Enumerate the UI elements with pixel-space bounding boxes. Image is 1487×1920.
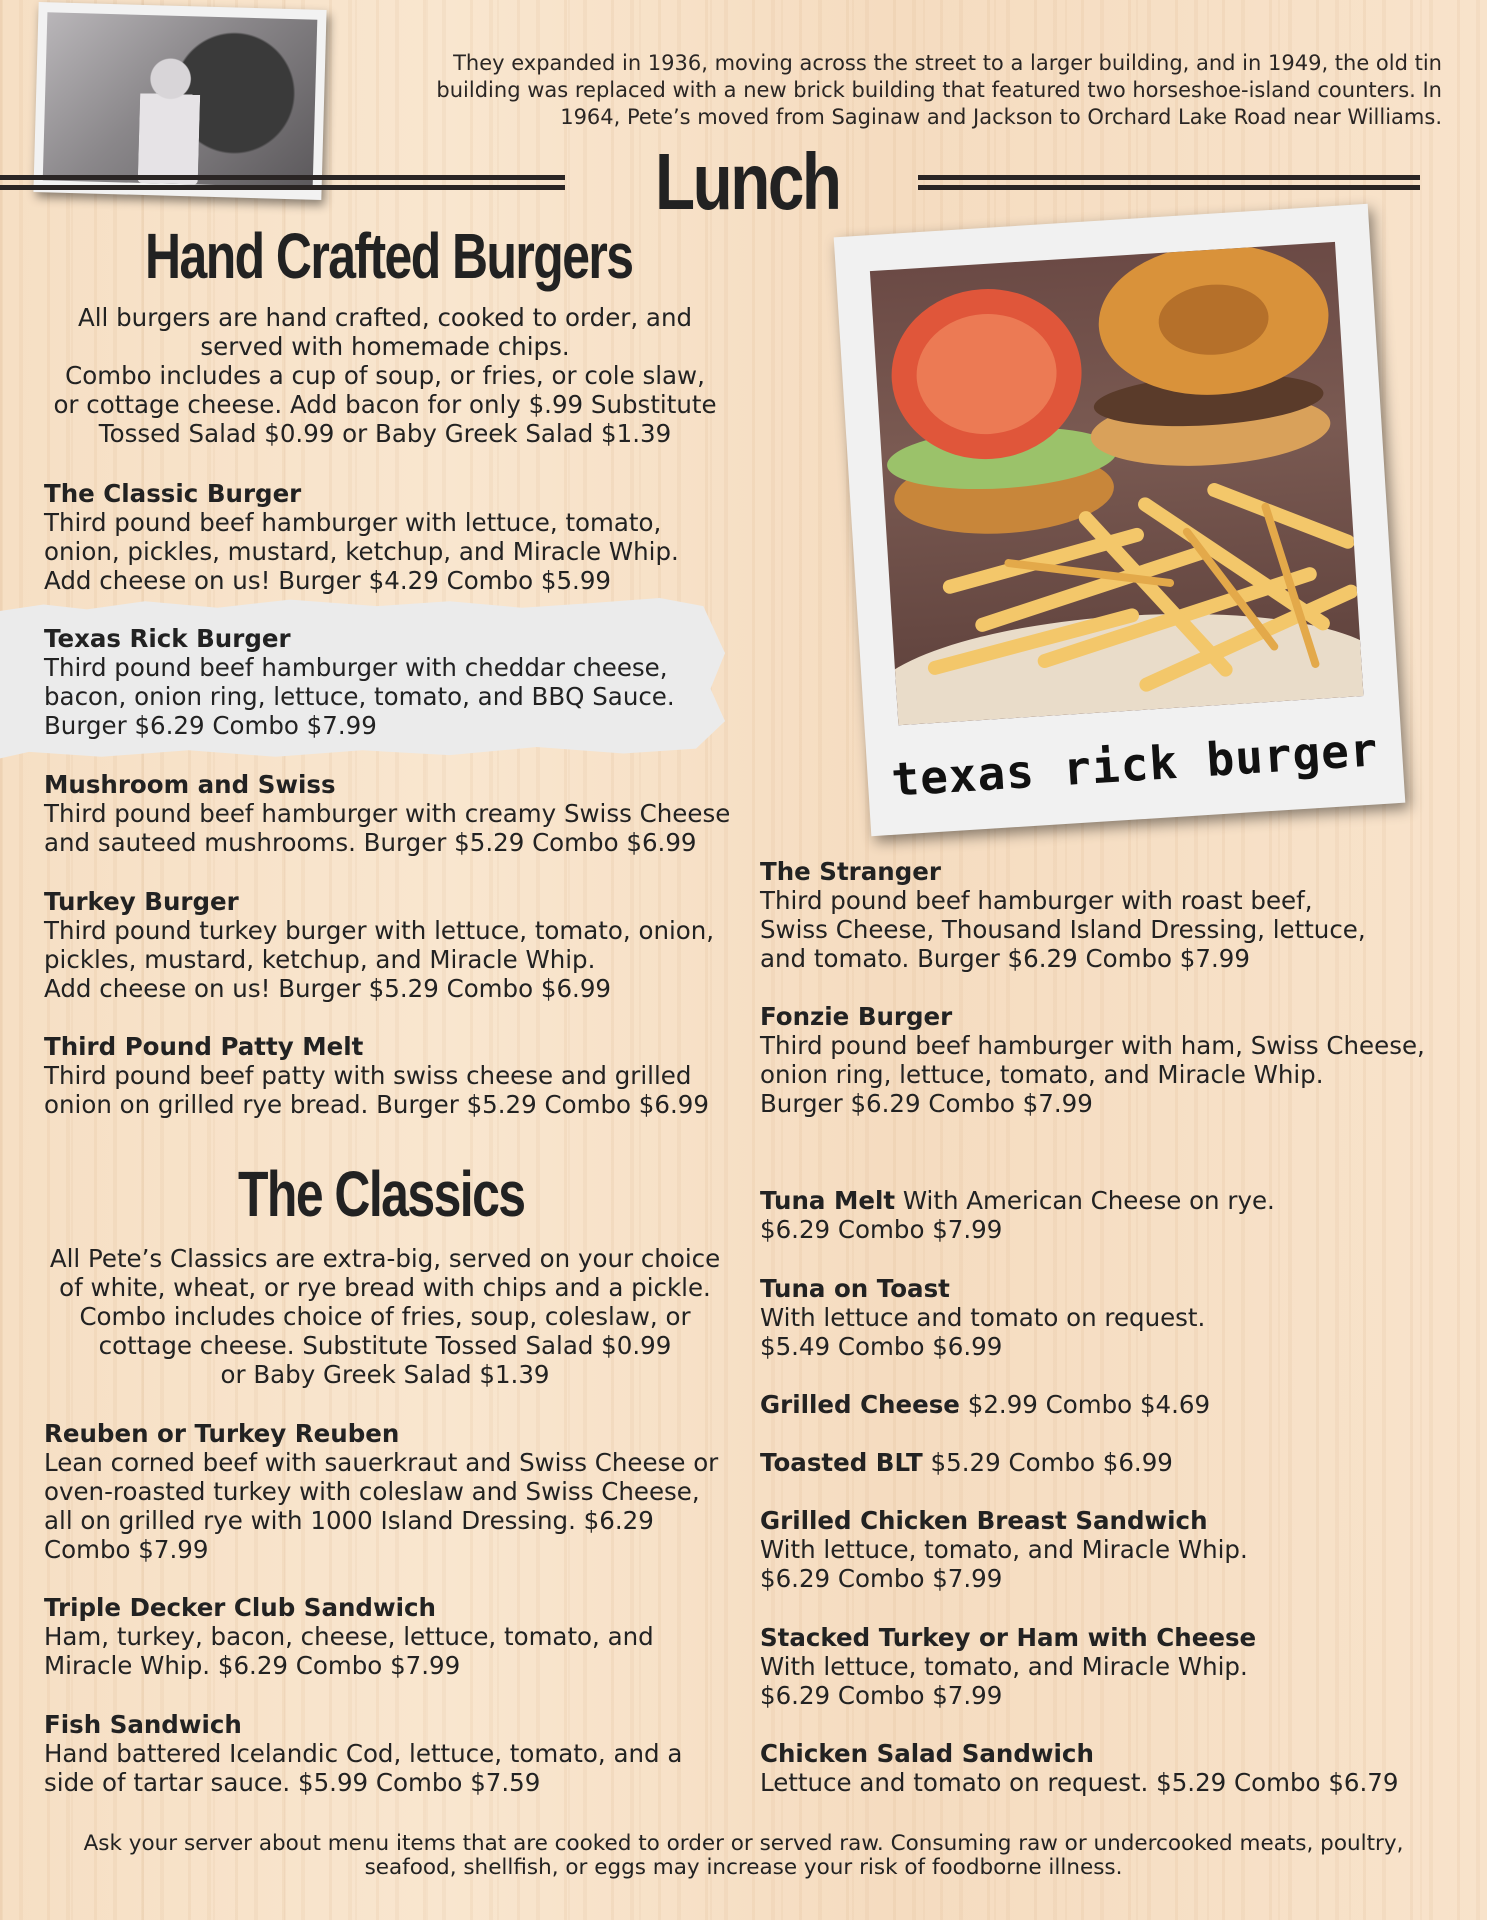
menu-item-name: Grilled Chicken Breast Sandwich: [760, 1506, 1208, 1535]
menu-item-description: With American Cheese on rye.: [895, 1186, 1275, 1215]
classics-heading: The Classics: [238, 1158, 525, 1230]
menu-item-price: $5.49 Combo $6.99: [760, 1332, 1003, 1361]
food-safety-disclaimer: [40, 1832, 1447, 1880]
menu-item-description: Third pound beef hamburger with creamy Swiss Cheese: [44, 799, 731, 828]
menu-item-classic-burger: [44, 479, 679, 595]
menu-item-price: $6.29 Combo $7.99: [760, 1564, 1003, 1593]
menu-item-description: Swiss Cheese, Thousand Island Dressing, lettuce,: [760, 915, 1366, 944]
menu-item-patty-melt: [44, 1032, 709, 1119]
disclaimer-line: seafood, shellfish, or eggs may increase your risk of foodborne illness.: [364, 1855, 1123, 1880]
menu-item-description: Hand battered Icelandic Cod, lettuce, tomato, and a: [44, 1739, 683, 1768]
burgers-description-line: Combo includes a cup of soup, or fries, or cole slaw,: [65, 361, 705, 390]
classics-description-line: cottage cheese. Substitute Tossed Salad $0.99: [98, 1331, 672, 1360]
left-rule-bottom: [0, 185, 565, 190]
menu-item-fonzie-burger: [760, 1002, 1425, 1118]
burger-polaroid: [834, 204, 1406, 836]
menu-item-price: onion on grilled rye bread. Burger $5.29 Combo $6.99: [44, 1090, 709, 1119]
menu-item-name: Tuna Melt: [760, 1186, 896, 1215]
burger-fries-illustration: [870, 242, 1364, 725]
menu-item-grilled-cheese: [760, 1390, 1210, 1419]
menu-item-price: side of tartar sauce. $5.99 Combo $7.59: [44, 1768, 541, 1797]
menu-item-name: The Classic Burger: [44, 479, 302, 508]
menu-item-name: Triple Decker Club Sandwich: [44, 1593, 436, 1622]
vintage-photo: [33, 2, 326, 200]
menu-item-the-stranger: [760, 857, 1366, 973]
page-title: Lunch: [655, 137, 840, 226]
menu-item-name: Mushroom and Swiss: [44, 770, 336, 799]
menu-item-price: and sauteed mushrooms. Burger $5.29 Combo $6.99: [44, 828, 697, 857]
menu-item-club-sandwich: [44, 1593, 654, 1680]
classics-description: [40, 1244, 730, 1389]
menu-item-description: Ham, turkey, bacon, cheese, lettuce, tomato, and: [44, 1622, 654, 1651]
menu-item-description: pickles, mustard, ketchup, and Miracle Whip.: [44, 945, 596, 974]
menu-item-name: Texas Rick Burger: [44, 624, 291, 653]
disclaimer-line: Ask your server about menu items that are cooked to order or served raw. Consuming raw or undercooked meats, poultry,: [83, 1831, 1404, 1856]
menu-item-grilled-chicken: [760, 1506, 1248, 1593]
menu-item-description: Third pound turkey burger with lettuce, tomato, onion,: [44, 916, 715, 945]
menu-item-price: Add cheese on us! Burger $4.29 Combo $5.99: [44, 566, 612, 595]
menu-item-price: Burger $6.29 Combo $7.99: [760, 1089, 1093, 1118]
menu-item-description: Third pound beef hamburger with ham, Swiss Cheese,: [760, 1031, 1425, 1060]
right-rule-bottom: [918, 185, 1420, 190]
menu-item-price: Burger $6.29 Combo $7.99: [44, 711, 377, 740]
vintage-photo-image: [43, 12, 318, 187]
menu-item-price: $6.29 Combo $7.99: [760, 1681, 1003, 1710]
menu-item-description: Third pound beef patty with swiss cheese and grilled: [44, 1061, 692, 1090]
classics-description-line: All Pete’s Classics are extra-big, served on your choice: [49, 1244, 721, 1273]
burgers-description-line: All burgers are hand crafted, cooked to order, and: [77, 303, 693, 332]
menu-item-description: oven-roasted turkey with coleslaw and Swiss Cheese,: [44, 1477, 700, 1506]
menu-item-fish-sandwich: [44, 1710, 682, 1797]
burgers-description-line: served with homemade chips.: [200, 332, 570, 361]
menu-item-name: Chicken Salad Sandwich: [760, 1739, 1094, 1768]
menu-item-price: Combo $7.99: [44, 1535, 209, 1564]
menu-item-price: Lettuce and tomato on request. $5.29 Combo $6.79: [760, 1768, 1399, 1797]
burger-photo: [870, 242, 1364, 725]
classics-description-line: Combo includes choice of fries, soup, coleslaw, or: [79, 1302, 691, 1331]
menu-item-tuna-on-toast: [760, 1274, 1205, 1361]
menu-item-description: onion, pickles, mustard, ketchup, and Miracle Whip.: [44, 537, 679, 566]
menu-item-toasted-blt: [760, 1448, 1173, 1477]
menu-item-name: Stacked Turkey or Ham with Cheese: [760, 1623, 1257, 1652]
menu-item-name: Reuben or Turkey Reuben: [44, 1419, 400, 1448]
menu-item-turkey-burger: [44, 887, 714, 1003]
menu-item-description: all on grilled rye with 1000 Island Dressing. $6.29: [44, 1506, 654, 1535]
menu-item-chicken-salad: [760, 1739, 1398, 1797]
burgers-description-line: Tossed Salad $0.99 or Baby Greek Salad $1.39: [98, 419, 672, 448]
menu-item-description: Third pound beef hamburger with cheddar cheese,: [44, 653, 668, 682]
menu-item-description: With lettuce, tomato, and Miracle Whip.: [760, 1535, 1248, 1564]
menu-item-description: Third pound beef hamburger with lettuce, tomato,: [44, 508, 662, 537]
menu-item-name: Grilled Cheese: [760, 1390, 960, 1419]
burgers-description-line: or cottage cheese. Add bacon for only $.99 Substitute: [53, 390, 717, 419]
photo-caption: texas rick burger: [889, 722, 1381, 807]
menu-item-description: With lettuce, tomato, and Miracle Whip.: [760, 1652, 1248, 1681]
menu-item-name: Tuna on Toast: [760, 1274, 950, 1303]
menu-item-price: Miracle Whip. $6.29 Combo $7.99: [44, 1651, 461, 1680]
menu-item-mushroom-swiss: [44, 770, 730, 857]
menu-item-name: Fish Sandwich: [44, 1710, 242, 1739]
burgers-description: [40, 303, 730, 448]
menu-item-description: onion ring, lettuce, tomato, and Miracle Whip.: [760, 1060, 1324, 1089]
menu-item-description: With lettuce and tomato on request.: [760, 1303, 1206, 1332]
menu-item-description: Third pound beef hamburger with roast beef,: [760, 886, 1313, 915]
menu-item-name: Toasted BLT: [760, 1448, 923, 1477]
menu-item-stacked-turkey: [760, 1623, 1256, 1710]
classics-description-line: or Baby Greek Salad $1.39: [220, 1360, 550, 1389]
menu-item-price: $2.99 Combo $4.69: [959, 1390, 1211, 1419]
menu-item-texas-rick-burger: [44, 624, 675, 740]
menu-item-description: bacon, onion ring, lettuce, tomato, and BBQ Sauce.: [44, 682, 675, 711]
left-rule-top: [0, 175, 565, 180]
menu-item-name: Third Pound Patty Melt: [44, 1032, 364, 1061]
right-rule-top: [918, 175, 1420, 180]
classics-description-line: of white, wheat, or rye bread with chips and a pickle.: [59, 1273, 711, 1302]
menu-item-name: Turkey Burger: [44, 887, 239, 916]
menu-item-name: Fonzie Burger: [760, 1002, 953, 1031]
menu-item-price: $6.29 Combo $7.99: [760, 1215, 1003, 1244]
menu-item-price: and tomato. Burger $6.29 Combo $7.99: [760, 944, 1250, 973]
child-figure: [138, 55, 202, 185]
menu-item-name: The Stranger: [760, 857, 941, 886]
menu-item-reuben: [44, 1419, 718, 1564]
menu-item-description: Lean corned beef with sauerkraut and Swiss Cheese or: [44, 1448, 719, 1477]
menu-item-tuna-melt: [760, 1186, 1275, 1244]
history-intro: They expanded in 1936, moving across the street to a larger building, and in 1949, the old tin building was replaced with a new brick building that featured two horseshoe-island counters. In 1964, Pete’s moved from Saginaw and Jackson to Orchard Lake Road near Williams.: [436, 51, 1442, 129]
menu-item-price: Add cheese on us! Burger $5.29 Combo $6.99: [44, 974, 612, 1003]
menu-item-price: $5.29 Combo $6.99: [922, 1448, 1173, 1477]
burgers-heading: Hand Crafted Burgers: [145, 220, 633, 292]
